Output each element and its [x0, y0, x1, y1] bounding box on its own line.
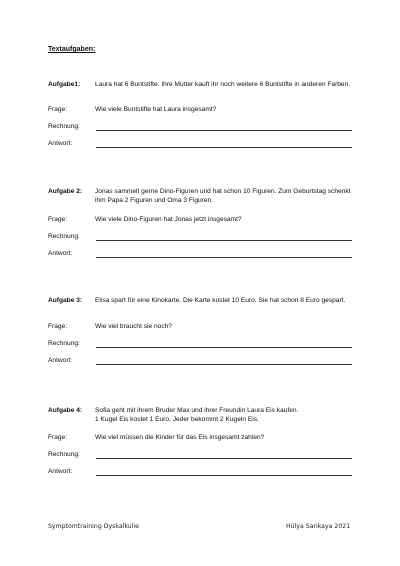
answer-line[interactable] [96, 257, 352, 258]
question-label: Frage: [48, 106, 68, 113]
answer-line[interactable] [96, 147, 352, 148]
question-text: Wie viel braucht sie noch? [95, 323, 172, 330]
calculation-label: Rechnung: [48, 233, 80, 240]
task-label: Aufgabe 4: [48, 407, 83, 414]
question-text: Wie viele Dino-Figuren hat Jonas jetzt insgesamt? [95, 216, 242, 223]
page-title: Textaufgaben: [48, 46, 96, 53]
task-label: Aufgabe1: [48, 81, 81, 88]
answer-line[interactable] [96, 364, 352, 365]
calculation-answer-line[interactable] [96, 458, 352, 459]
calculation-answer-line[interactable] [96, 240, 352, 241]
calculation-label: Rechnung: [48, 340, 80, 347]
task-text: Jonas sammelt gerne Dino-Figuren und hat schon 10 Figuren. Zum Geburtstag schenkt ihm Papa 2 Figuren und Oma 3 Figuren. [95, 188, 351, 204]
task-text: Elisa spart für eine Kinokarte. Die Karte kostet 10 Euro. Sie hat schon 8 Euro gespart. [95, 297, 346, 304]
task-text-line: Sofia geht mit ihrem Bruder Max und ihrer Freundin Laura Eis kaufen. [95, 407, 299, 414]
task-text: Laura hat 6 Buntstifte. Ihre Mutter kauft ihr noch weitere 6 Buntstifte in anderen Farben. [95, 81, 351, 88]
footer-right: Hülya Sarikaya 2021 [286, 523, 351, 530]
question-label: Frage: [48, 323, 68, 330]
calculation-label: Rechnung: [48, 123, 80, 130]
answer-line[interactable] [96, 475, 352, 476]
answer-label: Antwort: [48, 140, 73, 147]
footer-left: Symptomtraining Dyskalkulie [48, 523, 139, 530]
task-text-line: 1 Kugel Eis kostet 1 Euro. Jeder bekommt 2 Kugeln Eis. [95, 415, 259, 423]
question-label: Frage: [48, 434, 68, 441]
answer-label: Antwort: [48, 468, 73, 475]
calculation-label: Rechnung: [48, 451, 80, 458]
task-label: Aufgabe 2: [48, 188, 83, 195]
calculation-answer-line[interactable] [96, 347, 352, 348]
question-text: Wie viele Buntstifte hat Laura insgesamt? [95, 106, 217, 113]
task-label: Aufgabe 3: [48, 297, 83, 304]
answer-label: Antwort: [48, 250, 73, 257]
question-label: Frage: [48, 216, 68, 223]
question-text: Wie viel müssen die Kinder für das Eis insgesamt zahlen? [95, 434, 265, 441]
answer-label: Antwort: [48, 357, 73, 364]
task-text [95, 407, 357, 425]
calculation-answer-line[interactable] [96, 130, 352, 131]
